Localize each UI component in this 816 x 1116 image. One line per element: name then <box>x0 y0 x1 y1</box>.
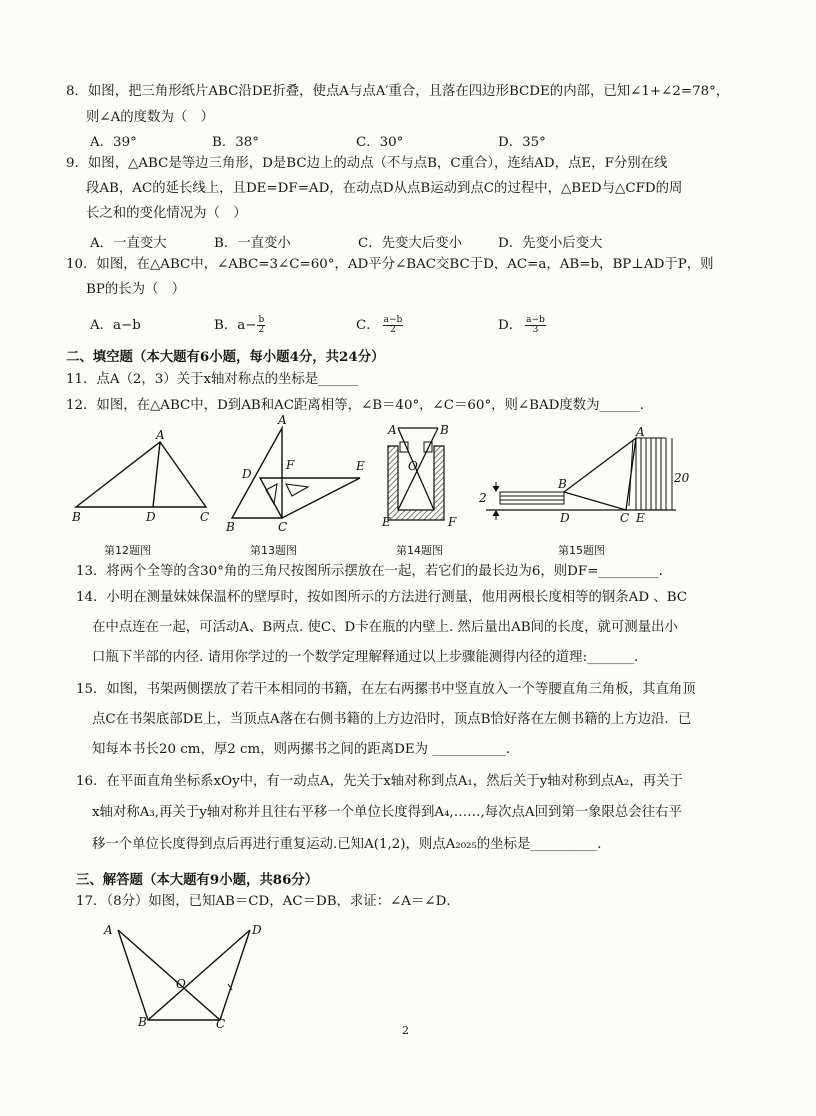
caption-fig12: 第12题图 <box>104 544 151 557</box>
q15-line2: 点C在书架底部DE上，当顶点A落在右侧书籍的上方边沿时，顶点B恰好落在左侧书籍的上方边沿．已 <box>92 712 692 727</box>
f13-label-a: A <box>278 413 287 427</box>
f17-label-b: B <box>138 1015 147 1029</box>
q10-option-c: C． $\frac{a-b}{2}$ <box>356 315 403 335</box>
q15-line3: 知每本书长20 cm，厚2 cm，则两摞书之间的距离DE为 ___________． <box>92 742 520 757</box>
f14-label-o: O <box>408 459 418 473</box>
figure-14 <box>378 418 468 534</box>
q10-option-b: B．a− $\frac{b}{2}$ <box>214 315 265 335</box>
figure-12 <box>70 430 220 526</box>
f13-label-b: B <box>226 520 235 534</box>
q14-line2: 在中点连在一起，可活动A、B两点. 使C、D卡在瓶的内壁上. 然后量出AB间的长度，就可测量出小 <box>92 620 678 635</box>
q9-option-b: B．一直变小 <box>214 236 291 251</box>
q8-option-c: C．30° <box>356 135 404 150</box>
f15-label-e: E <box>636 511 645 525</box>
q9-option-c: C．先变大后变小 <box>358 236 462 251</box>
figure-17 <box>100 918 270 1034</box>
q9-line3: 长之和的变化情况为（ ） <box>86 206 247 221</box>
f15-label-a: A <box>636 425 645 439</box>
figure-15 <box>476 425 696 526</box>
q16-line1: 16．在平面直角坐标系xOy中，有一动点A，先关于x轴对称到点A₁，然后关于y轴对称到点A₂，再关于 <box>76 774 683 789</box>
f17-label-c: C <box>216 1017 226 1031</box>
f17-label-d: D <box>252 923 262 937</box>
q16-line2: x轴对称A₃,再关于y轴对称并且往右平移一个单位长度得到A₄,……,每次点A回到第一象限总会往右平 <box>92 805 682 820</box>
page-number: 2 <box>402 1024 409 1037</box>
f12-label-b: B <box>72 510 81 524</box>
f14-label-b: B <box>440 423 449 437</box>
q8-option-a: A．39° <box>90 135 137 150</box>
f15-label-2: 2 <box>479 491 487 505</box>
f15-label-b: B <box>558 477 567 491</box>
q8-option-d: D．35° <box>498 135 546 150</box>
q8-line1: 8．如图，把三角形纸片ABC沿DE折叠，使点A与点A′重合，且落在四边形BCDE的内部，已知∠1+∠2=78°， <box>66 84 730 99</box>
caption-fig14: 第14题图 <box>396 544 443 557</box>
q16-line3: 移一个单位长度得到点后再进行重复运动.已知A(1,2)，则点A₂₀₂₅的坐标是__________． <box>92 837 611 852</box>
f12-label-a: A <box>156 428 165 442</box>
f14-label-a: A <box>388 423 397 437</box>
f15-label-d: D <box>560 511 570 525</box>
q9-option-a: A．一直变大 <box>90 236 167 251</box>
q17: 17．（8分）如图，已知AB＝CD，AC＝DB，求证：∠A＝∠D． <box>76 894 460 909</box>
q10-line2: BP的长为（ ） <box>86 282 186 297</box>
q10-option-d: D． $\frac{a-b}{3}$ <box>498 315 545 335</box>
q11: 11．点A（2，3）关于x轴对称点的坐标是______ <box>66 372 359 387</box>
q8-line2: 则∠A的度数为（ ） <box>86 110 215 125</box>
section-3-heading: 三、解答题（本大题有9小题，共86分） <box>76 872 319 888</box>
q8-option-b: B．38° <box>212 135 259 150</box>
q9-option-d: D．先变小后变大 <box>498 236 603 251</box>
f12-label-d: D <box>146 510 156 524</box>
f13-label-f: F <box>286 458 295 472</box>
f14-label-f: F <box>448 515 457 529</box>
f13-label-d: D <box>242 467 252 481</box>
q15-line1: 15．如图，书架两侧摆放了若干本相同的书籍，在左右两摞书中竖直放入一个等腰直角三角板，其直角顶 <box>76 682 696 697</box>
q12: 12．如图，在△ABC中，D到AB和AC距离相等，∠B＝40°，∠C＝60°，则∠BAD度数为______． <box>66 398 654 413</box>
q14-line3: 口瓶下半部的内径. 请用你学过的一个数学定理解释通过以上步骤能测得内径的道理:_______. <box>92 650 639 665</box>
q14-line1: 14．小明在测量妹妹保温杯的壁厚时，按如图所示的方法进行测量，他用两根长度相等的钢条AD 、BC <box>76 590 688 605</box>
q9-line1: 9．如图，△ABC是等边三角形，D是BC边上的动点（不与点B，C重合），连结AD，点E，F分别在线 <box>66 156 668 171</box>
f15-label-20: 20 <box>674 471 690 485</box>
q10-option-a: A．a−b <box>90 318 141 333</box>
f13-label-e: E <box>356 459 365 473</box>
figure-13 <box>220 412 370 537</box>
f14-label-e: E <box>382 515 391 529</box>
f17-label-a: A <box>104 923 113 937</box>
section-2-heading: 二、填空题（本大题有6小题，每小题4分，共24分） <box>66 349 385 365</box>
q13: 13．将两个全等的含30°角的三角尺按图所示摆放在一起，若它们的最长边为6，则DF=_________． <box>76 564 673 579</box>
f12-label-c: C <box>200 510 210 524</box>
caption-fig15: 第15题图 <box>558 544 605 557</box>
f13-label-c: C <box>278 520 288 534</box>
q10-line1: 10．如图，在△ABC中，∠ABC=3∠C=60°，AD平分∠BAC交BC于D，AC=a，AB=b，BP⊥AD于P，则 <box>66 257 714 272</box>
f15-label-c: C <box>620 511 630 525</box>
q9-line2: 段AB，AC的延长线上，且DE=DF=AD，在动点D从点B运动到点C的过程中，△BED与△CFD的周 <box>86 181 683 196</box>
caption-fig13: 第13题图 <box>250 544 297 557</box>
f17-label-o: O <box>176 977 186 991</box>
